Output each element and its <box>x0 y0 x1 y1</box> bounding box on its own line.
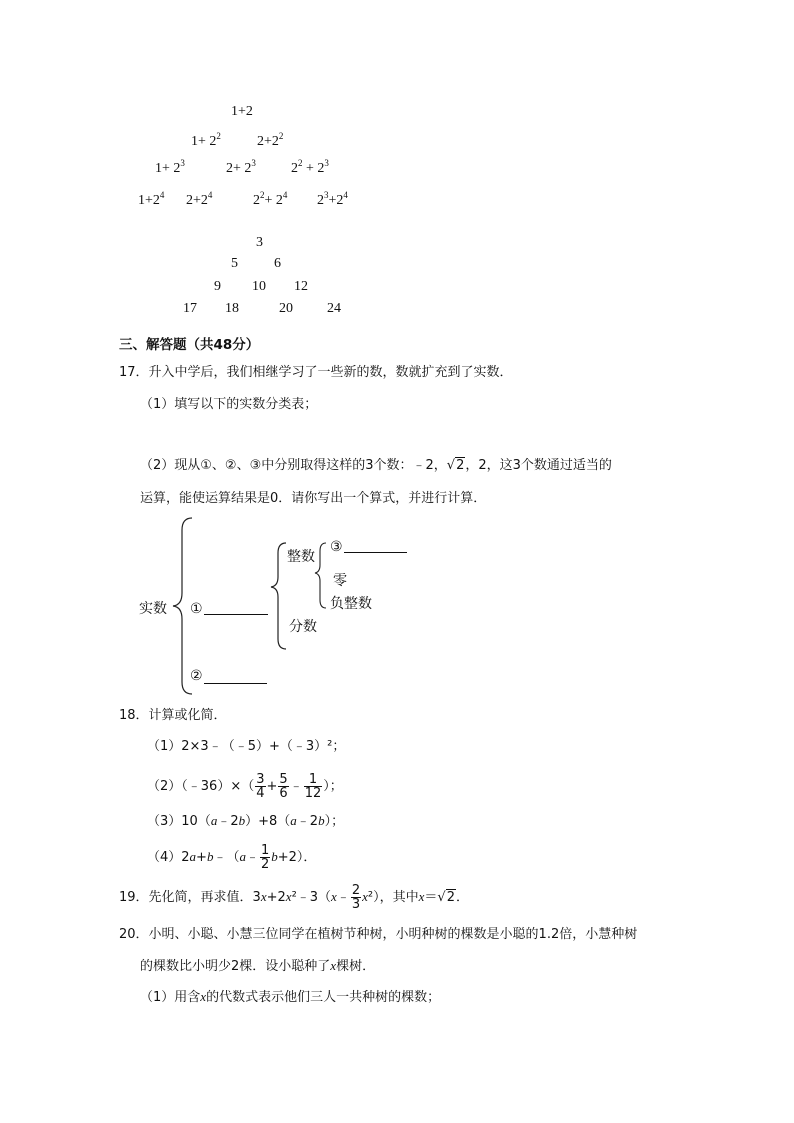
numerator: 5 <box>279 772 288 787</box>
term-base: 2 <box>317 193 324 208</box>
fraction <box>255 773 265 800</box>
variable: b <box>238 813 246 828</box>
triangle1-term <box>138 190 164 209</box>
q18-item1: （1）2×3﹣（﹣5）+（﹣3）²； <box>147 739 346 754</box>
text: （2）现从①、②、③中分别取得这样的3个数：﹣2， <box>140 458 447 473</box>
text: 的棵数比小明少2棵．设小聪种了 <box>140 959 331 974</box>
numerator: 3 <box>256 772 265 787</box>
sqrt-expression: √2 <box>446 458 465 473</box>
term-base: 2+ 2 <box>226 161 252 176</box>
brace-lines-inner <box>312 540 332 612</box>
denominator: 4 <box>256 786 265 801</box>
q17-part1: （1）填写以下的实数分类表； <box>140 397 318 412</box>
variable: x <box>330 958 337 973</box>
denominator: 3 <box>351 897 361 912</box>
numerator: 1 <box>260 843 270 858</box>
text: ，2，这3个数通过适当的 <box>465 458 612 473</box>
triangle2-number: 6 <box>274 256 281 271</box>
q18-item2 <box>147 770 343 804</box>
variable: a <box>239 849 246 864</box>
text: ﹣2 <box>217 814 239 829</box>
term-exp: 3 <box>251 158 256 168</box>
variable: x <box>200 989 207 1004</box>
text: ＝ <box>424 890 438 905</box>
text: ﹣ <box>336 890 350 905</box>
term-exp: 2 <box>216 131 221 141</box>
term-exp: 3 <box>324 190 329 200</box>
text: 的代数式表示他们三人一共种树的棵数； <box>206 990 441 1005</box>
triangle1-term <box>257 131 283 150</box>
term-exp: 2 <box>260 190 265 200</box>
operator: ﹣ <box>245 850 259 865</box>
text: ）+8（ <box>245 814 291 829</box>
blank-3-line[interactable] <box>344 552 407 553</box>
triangle1-term <box>186 190 212 209</box>
q20-line1: 20．小明、小聪、小慧三位同学在植树节种树，小明种树的棵数是小聪的1.2倍，小慧种树 <box>119 927 638 942</box>
variable: x <box>285 889 292 904</box>
triangle1-term <box>191 131 221 150</box>
q19 <box>119 880 469 915</box>
triangle1-term <box>226 158 256 177</box>
blank-1-line[interactable] <box>204 614 268 615</box>
variable: x <box>418 889 425 904</box>
q18-stem: 18．计算或化简． <box>119 708 227 723</box>
text: 19．先化简，再求值．3 <box>119 890 261 905</box>
triangle2-number: 18 <box>225 301 239 316</box>
numerator: 2 <box>351 883 361 898</box>
triangle2-number: 20 <box>279 301 293 316</box>
text: +2）． <box>277 850 317 865</box>
term-base: 1+ 2 <box>191 134 217 149</box>
triangle2-number: 17 <box>183 301 197 316</box>
term-base: 2+2 <box>257 134 279 149</box>
variable: a <box>210 813 218 828</box>
term-base: + 2 <box>264 193 283 208</box>
sqrt-expression: √2 <box>437 890 455 905</box>
operator: ﹣ <box>289 779 303 794</box>
text: ． <box>456 890 470 905</box>
variable: b <box>271 849 278 864</box>
q18-item3 <box>147 812 344 831</box>
term-exp: 2 <box>298 158 303 168</box>
term-base: 2+2 <box>186 193 208 208</box>
term-base: 1+2 <box>138 193 160 208</box>
variable: b <box>206 849 214 864</box>
operator: + <box>196 850 207 865</box>
variable: a <box>290 813 297 828</box>
numerator: 1 <box>304 773 323 787</box>
q17-part2-line1 <box>140 457 612 475</box>
triangle1-term <box>253 190 287 209</box>
triangle1-row1 <box>231 104 253 120</box>
fraction <box>304 773 323 800</box>
triangle2-number: 10 <box>252 279 266 294</box>
variable: x <box>331 889 337 904</box>
text: ²），其中 <box>367 890 419 905</box>
q17-stem: 17．升入中学后，我们相继学习了一些新的数，数就扩充到了实数． <box>119 365 513 380</box>
negative-integers-label: 负整数 <box>330 596 372 612</box>
term: 1+2 <box>231 104 253 119</box>
triangle1-term <box>317 190 348 209</box>
term-base: 2 <box>291 161 298 176</box>
integers-label: 整数 <box>287 549 315 565</box>
radicand: 2 <box>446 890 455 905</box>
q20-part1 <box>140 988 440 1007</box>
triangle1-term <box>291 158 329 177</box>
triangle2-number: 3 <box>256 235 263 250</box>
denominator: 2 <box>260 857 270 872</box>
q20-line2 <box>140 957 375 976</box>
text: （3）10（ <box>147 814 211 829</box>
text: 棵树． <box>336 959 376 974</box>
term-exp: 2 <box>278 131 284 141</box>
real-numbers-label: 实数 <box>139 601 167 617</box>
q18-item4 <box>147 840 316 875</box>
text: （2）（﹣36）×（ <box>147 779 255 794</box>
text: ﹣2 <box>296 814 319 829</box>
triangle2-number: 9 <box>214 279 221 294</box>
term-exp: 4 <box>343 190 348 200</box>
text: ²﹣3（ <box>291 890 332 905</box>
fractions-label: 分数 <box>289 619 317 635</box>
denominator: 6 <box>279 786 288 801</box>
triangle2-number: 12 <box>294 279 308 294</box>
term-base: +2 <box>328 193 344 208</box>
triangle1-term <box>155 158 185 177</box>
text: ﹣（ <box>213 850 240 865</box>
fraction <box>260 844 270 871</box>
triangle2-number: 5 <box>231 256 238 271</box>
variable: x <box>260 889 267 904</box>
blank-2-line[interactable] <box>204 683 267 684</box>
section-title: 三、解答题（共48分） <box>119 337 260 353</box>
q17-part2-line2: 运算，能使运算结果是0．请你写出一个算式，并进行计算． <box>140 491 487 506</box>
fraction <box>278 773 288 800</box>
triangle2-number: 24 <box>327 301 341 316</box>
blank-1-marker: ① <box>190 601 203 617</box>
fraction <box>351 884 361 911</box>
term-exp: 3 <box>324 158 329 168</box>
text: +2 <box>266 890 286 905</box>
text: （4）2 <box>147 850 190 865</box>
text: （1）用含 <box>140 990 201 1005</box>
term-base: + 2 <box>302 161 325 176</box>
variable: b <box>318 813 325 828</box>
term-exp: 4 <box>207 190 213 200</box>
term-exp: 3 <box>180 158 185 168</box>
text: ）； <box>324 814 345 829</box>
variable: a <box>189 849 197 864</box>
radicand: 2 <box>456 458 465 473</box>
term-exp: 4 <box>159 190 165 200</box>
denominator: 12 <box>304 786 322 801</box>
blank-3-marker: ③ <box>330 539 343 555</box>
variable: x <box>362 889 368 904</box>
term-base: 2 <box>253 193 260 208</box>
zero-label: 零 <box>333 573 347 589</box>
term-base: 1+ 2 <box>155 161 181 176</box>
term-exp: 4 <box>282 190 288 200</box>
blank-2-marker: ② <box>190 668 203 684</box>
text: ）； <box>323 779 343 794</box>
operator: + <box>266 779 278 794</box>
